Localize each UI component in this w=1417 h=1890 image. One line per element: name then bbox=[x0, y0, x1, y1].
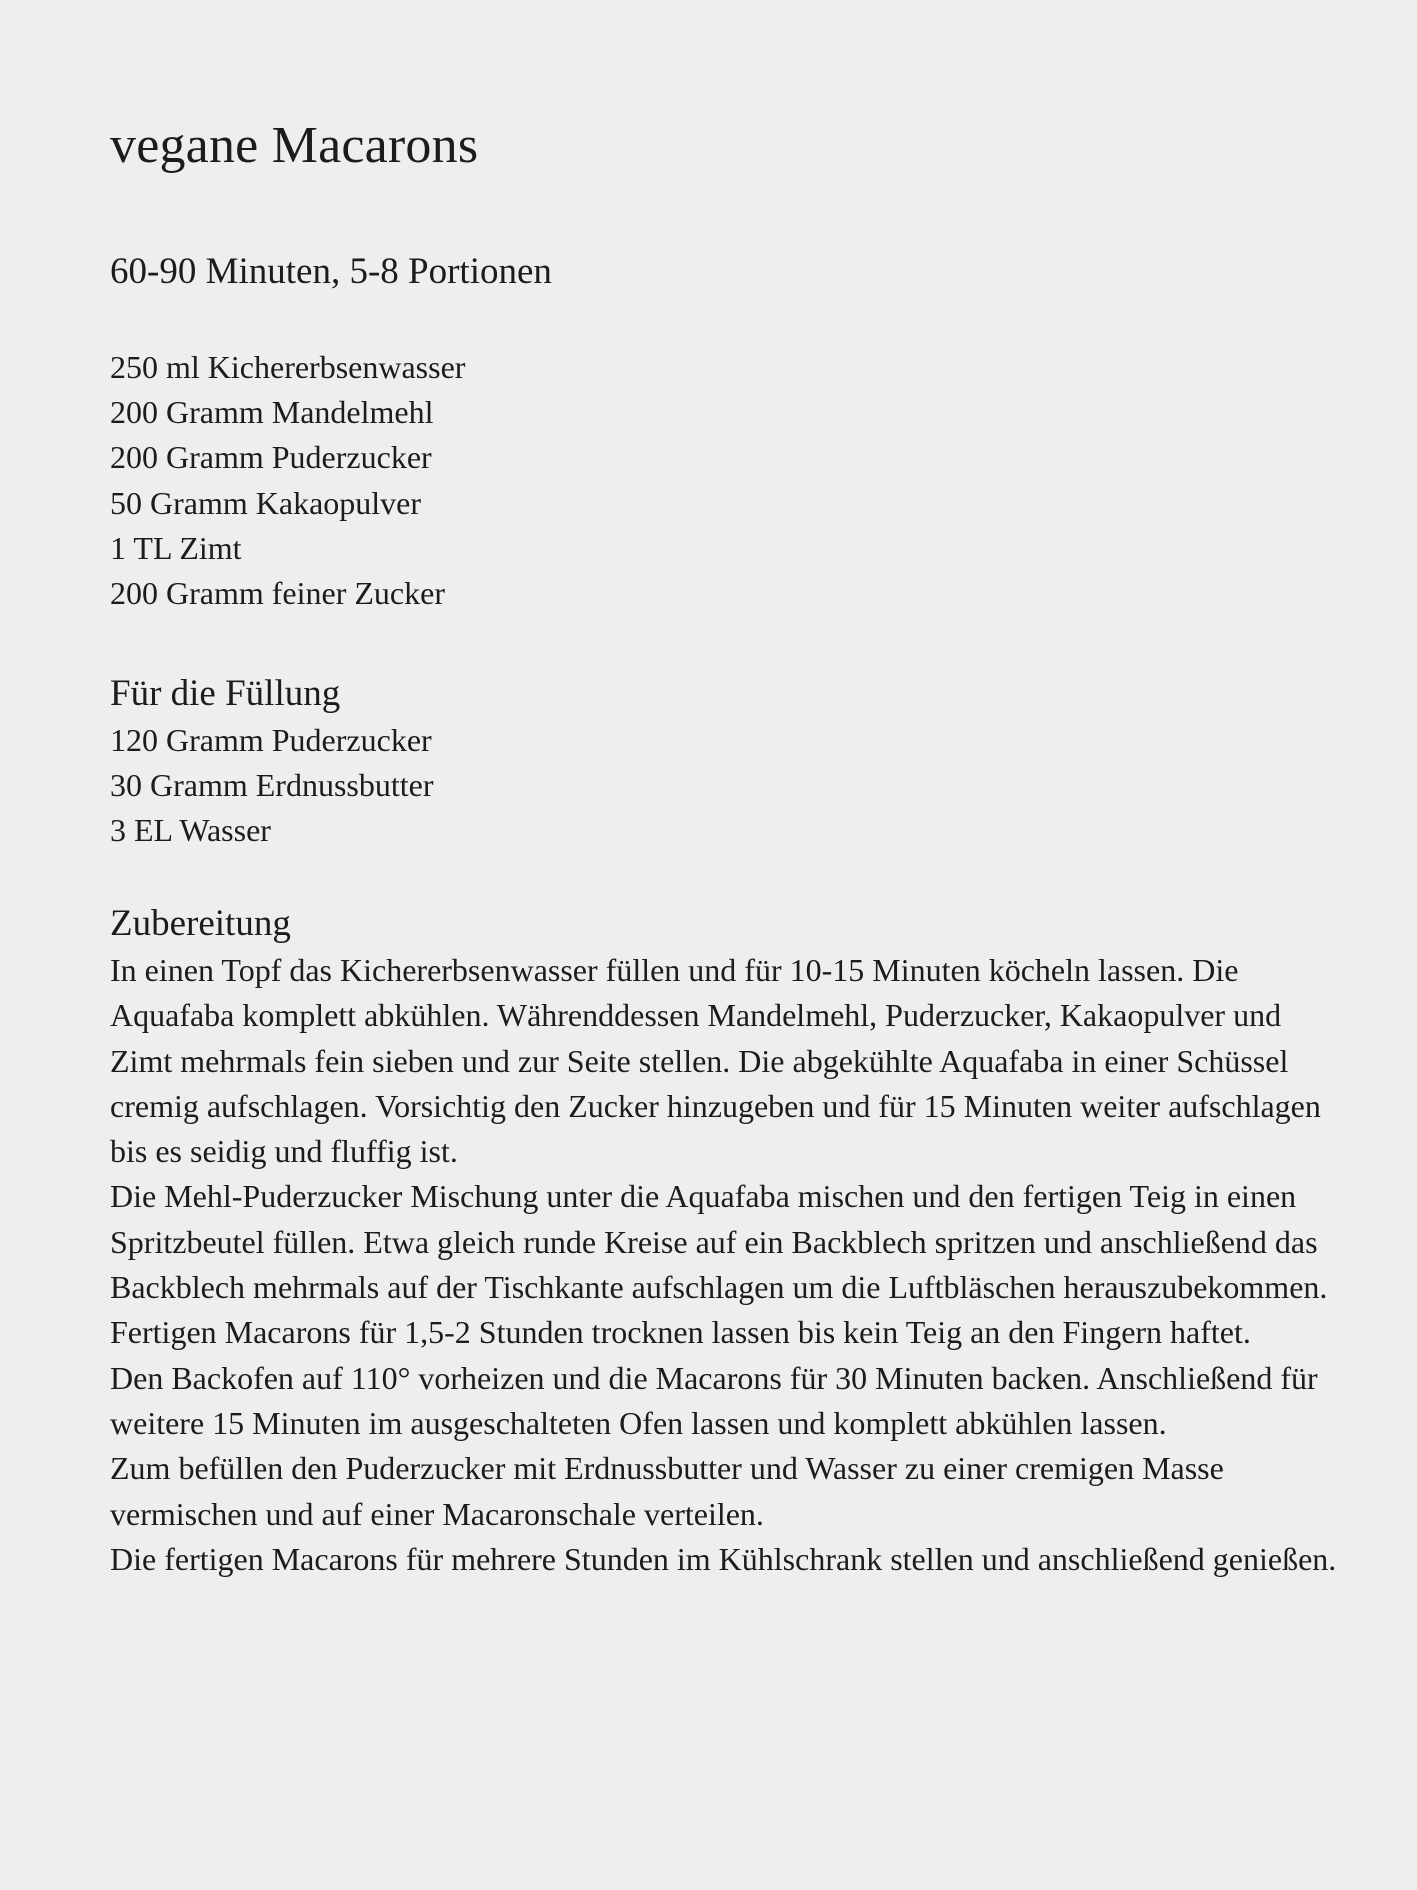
preparation-paragraph: Den Backofen auf 110° vorheizen und die Macarons für 30 Minuten backen. Anschließend für weitere 15 Minuten im ausgeschalteten Ofen lassen und komplett abkühlen lassen. bbox=[110, 1359, 1318, 1441]
filling-heading: Für die Füllung bbox=[110, 673, 341, 714]
preparation-text bbox=[110, 948, 1340, 1582]
list-item: 200 Gramm Puderzucker bbox=[110, 439, 432, 476]
page-title: vegane Macarons bbox=[110, 117, 479, 174]
filling-section bbox=[110, 670, 434, 854]
preparation-paragraph: Die fertigen Macarons für mehrere Stunden im Kühlschrank stellen und anschließend genießen. bbox=[110, 1540, 1337, 1577]
list-item: 30 Gramm Erdnussbutter bbox=[110, 767, 434, 804]
preparation-paragraph: In einen Topf das Kichererbsenwasser füllen und für 10-15 Minuten köcheln lassen. Die Aquafaba komplett abkühlen. Währenddessen Mandelmehl, Puderzucker, Kakaopulver und Zimt mehrmals fein sieben und zur Seite stellen. Die abgekühlte Aquafaba in einer Schüssel cremig aufschlagen. Vorsichtig den Zucker hinzugeben und für 15 Minuten weiter aufschlagen bis es seidig und fluffig ist. bbox=[110, 952, 1321, 1170]
list-item: 1 TL Zimt bbox=[110, 529, 242, 566]
list-item: 3 EL Wasser bbox=[110, 812, 271, 849]
recipe-page bbox=[110, 110, 1340, 1577]
filling-list bbox=[110, 718, 434, 854]
list-item: 120 Gramm Puderzucker bbox=[110, 722, 432, 758]
preparation-paragraph: Die Mehl-Puderzucker Mischung unter die Aquafaba mischen und den fertigen Teig in einen Spritzbeutel füllen. Etwa gleich runde Kreise auf ein Backblech spritzen und anschließend das Backblech mehrmals auf der Tischkante aufschlagen um die Luftbläschen herauszubekommen. bbox=[110, 1178, 1328, 1306]
preparation-heading: Zubereitung bbox=[110, 903, 291, 944]
preparation-paragraph: Zum befüllen den Puderzucker mit Erdnussbutter und Wasser zu einer cremigen Masse vermischen und auf einer Macaronschale verteilen. bbox=[110, 1450, 1224, 1532]
preparation-section bbox=[110, 900, 1340, 1582]
ingredient-list bbox=[110, 345, 465, 616]
list-item: 200 Gramm Mandelmehl bbox=[110, 394, 434, 431]
list-item: 50 Gramm Kakaopulver bbox=[110, 484, 422, 521]
list-item: 200 Gramm feiner Zucker bbox=[110, 575, 445, 612]
list-item: 250 ml Kichererbsenwasser bbox=[110, 349, 466, 385]
preparation-paragraph: Fertigen Macarons für 1,5-2 Stunden trocknen lassen bis kein Teig an den Fingern haftet. bbox=[110, 1314, 1251, 1351]
recipe-meta: 60-90 Minuten, 5-8 Portionen bbox=[110, 251, 552, 292]
